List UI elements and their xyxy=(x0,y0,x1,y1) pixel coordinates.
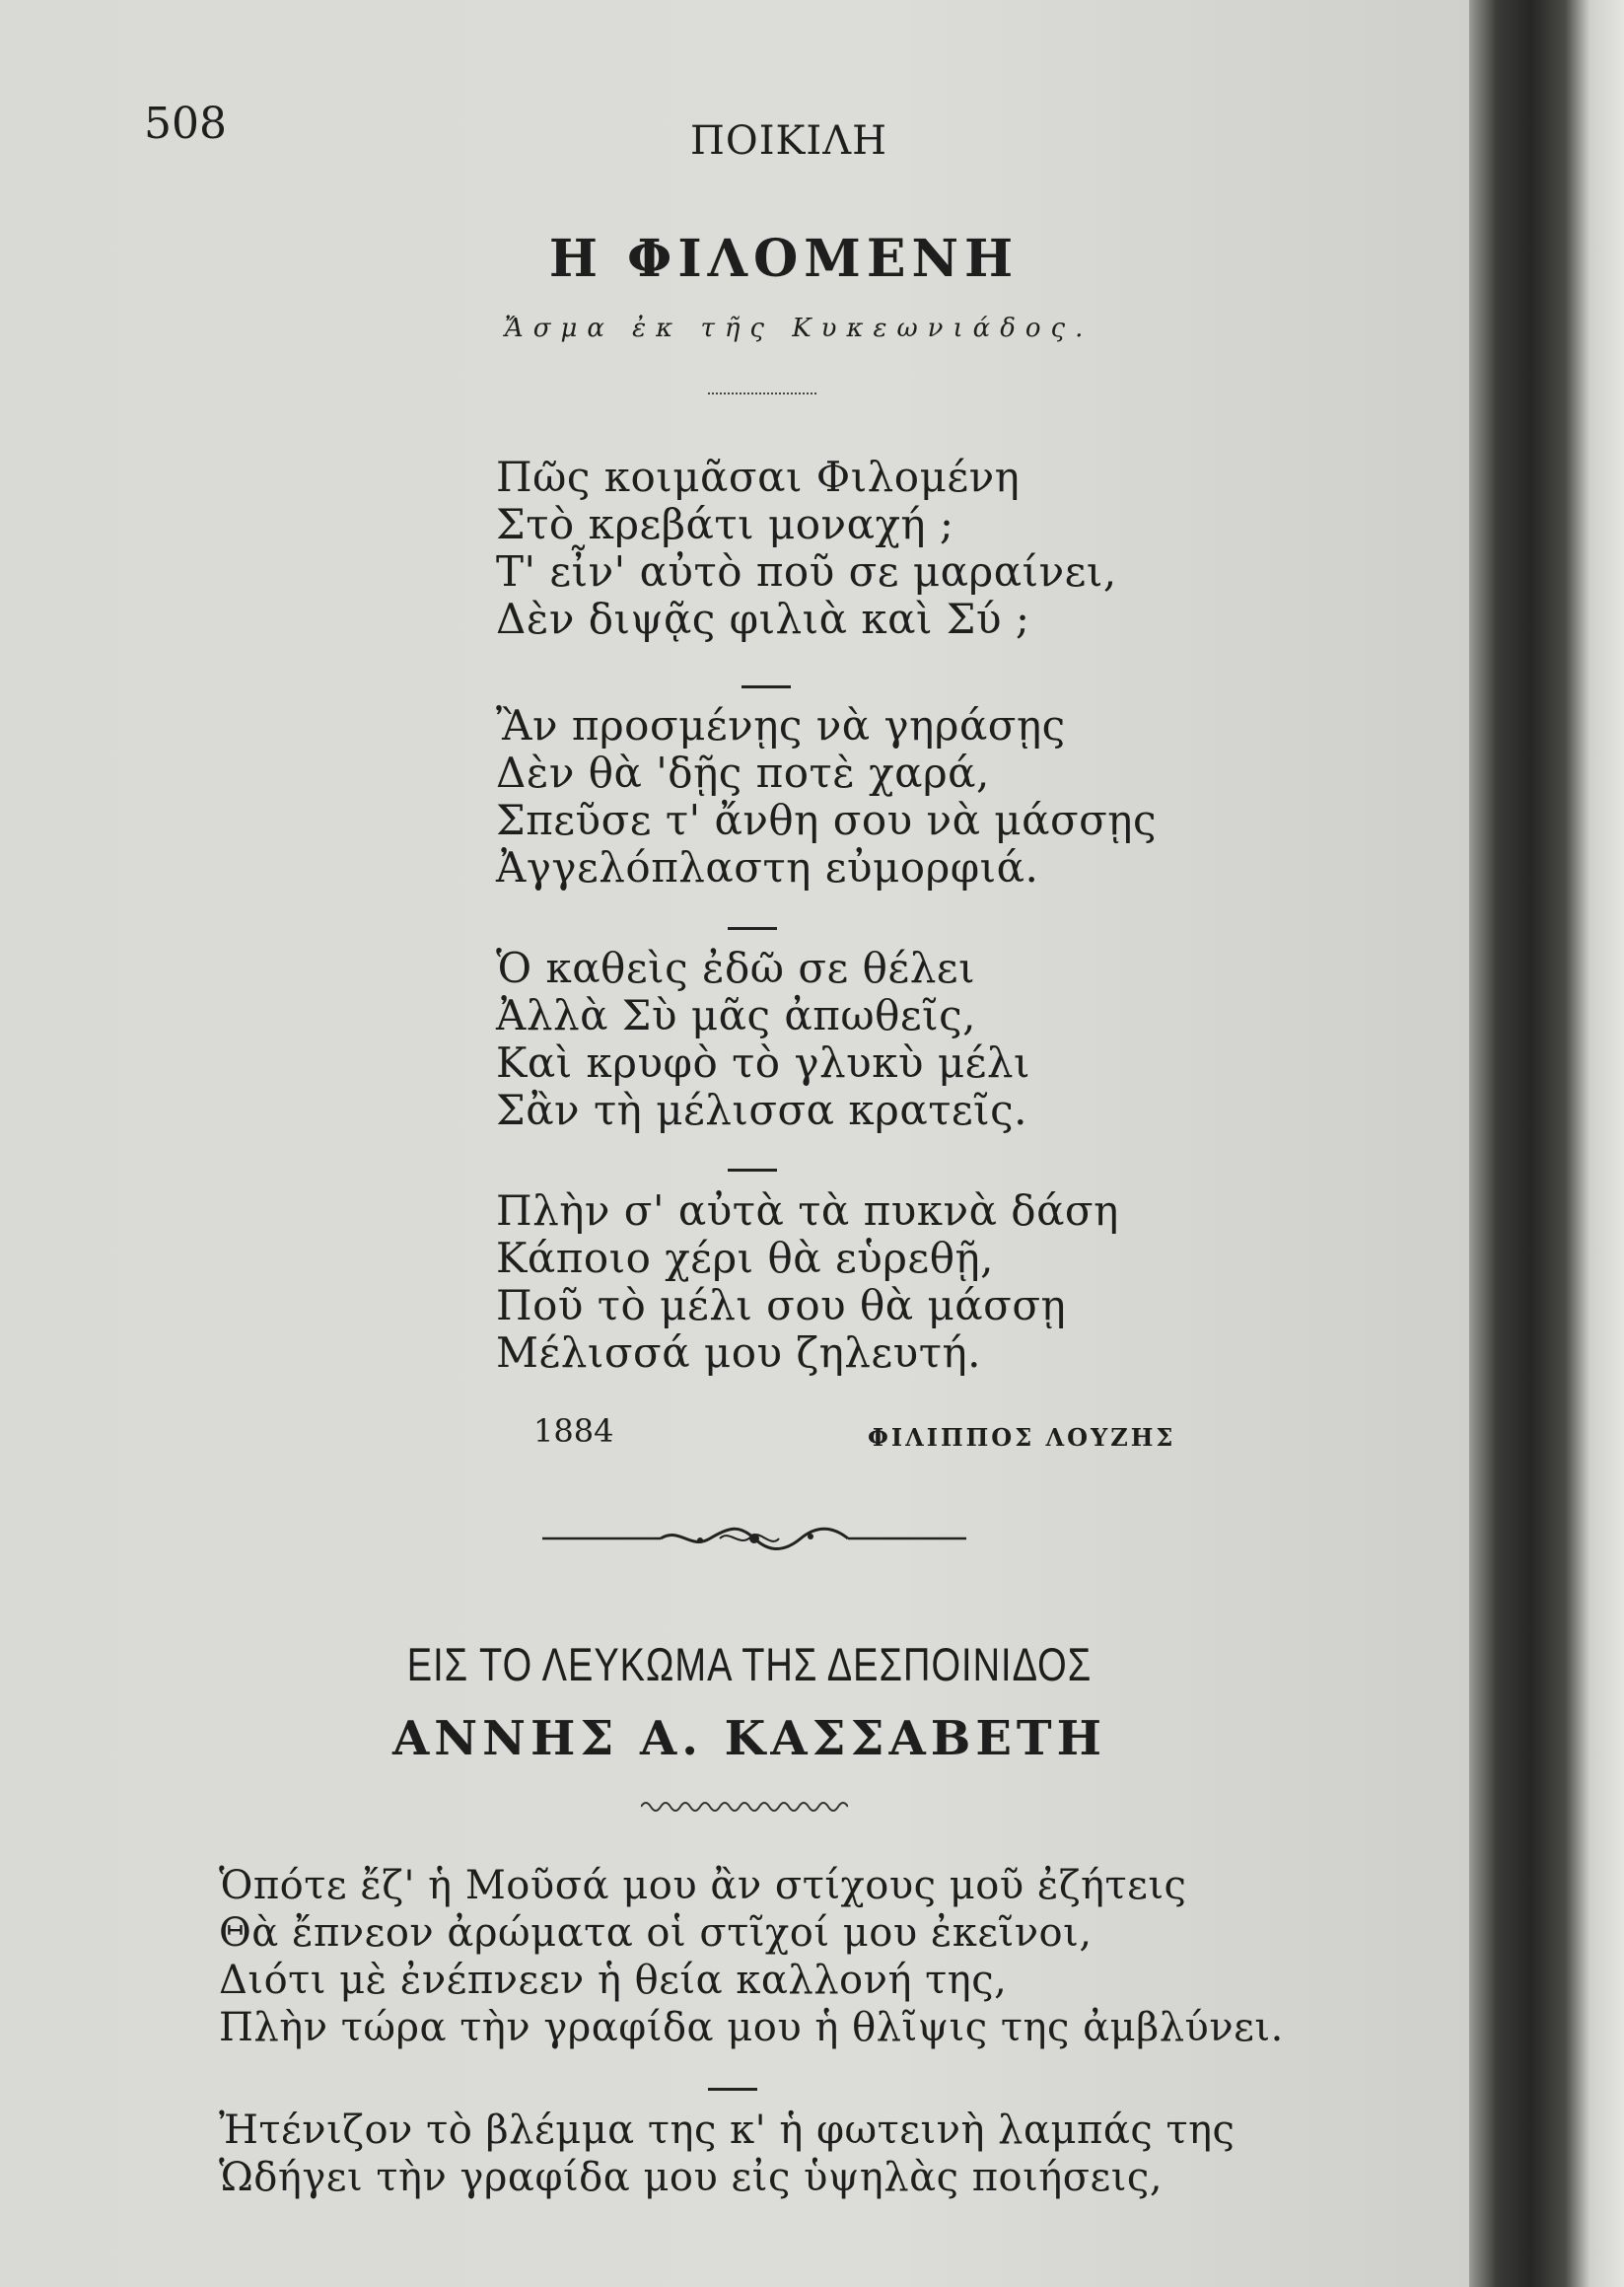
verse-line: Καὶ κρυφὸ τὸ γλυκὺ μέλι xyxy=(496,1038,1030,1087)
ornament-divider xyxy=(542,1519,966,1558)
page-number: 508 xyxy=(144,99,227,149)
stanza-divider xyxy=(741,685,791,688)
verse-line: Κάποιο χέρι θὰ εὑρεθῇ, xyxy=(496,1234,994,1282)
verse-line: Πῶς κοιμᾶσαι Φιλομένη xyxy=(496,453,1021,501)
stanza-divider xyxy=(728,927,777,930)
verse-line: Πλὴν τώρα τὴν γραφίδα μου ἡ θλῖψις της ἀμβλύνει. xyxy=(219,2005,1284,2050)
stanza-3 xyxy=(496,945,1030,1134)
dedication-line: ΕΙΣ ΤΟ ΛΕΥΚΩΜΑ ΤΗΣ ΔΕΣΠΟΙΝΙΔΟΣ xyxy=(406,1639,1093,1692)
poem-author: ΦΙΛΙΠΠΟΣ ΛΟΥΖΗΣ xyxy=(868,1423,1176,1452)
verse-line: Ὁπότε ἔζ' ἡ Μοῦσά μου ἂν στίχους μοῦ ἐζήτεις xyxy=(219,1863,1187,1908)
poem-year: 1884 xyxy=(533,1412,614,1450)
verse-line: Σπεῦσε τ' ἄνθη σου νὰ μάσσῃς xyxy=(496,796,1157,844)
dotted-rule xyxy=(708,393,816,394)
verse-line: Πλὴν σ' αὐτὰ τὰ πυκνὰ δάση xyxy=(496,1186,1119,1235)
poem-title-2: ΑΝΝΗΣ Α. ΚΑΣΣΑΒΕΤΗ xyxy=(392,1711,1106,1766)
verse-line: Ἀλλὰ Σὺ μᾶς ἀπωθεῖς, xyxy=(496,991,976,1039)
verse-line: Μέλισσά μου ζηλευτή. xyxy=(496,1328,981,1377)
stanza-4 xyxy=(496,1187,1119,1377)
stanza-divider xyxy=(708,2088,757,2091)
stanza-divider xyxy=(728,1169,777,1172)
stanza-2 xyxy=(496,702,1157,892)
verse-line: Ἀγγελόπλαστη εὐμορφιά. xyxy=(496,843,1039,892)
verse-line: Δὲν θὰ 'δῇς ποτὲ χαρά, xyxy=(496,749,990,797)
stanza-1 xyxy=(496,454,1117,643)
verse-line: Σἂν τὴ μέλισσα κρατεῖς. xyxy=(496,1086,1028,1134)
poem-subtitle: Ἄσμα ἐκ τῆς Κυκεωνιάδος. xyxy=(504,314,1094,343)
verse-line: Ὁ καθεὶς ἐδῶ σε θέλει xyxy=(496,944,976,992)
verse-line: Τ' εἶν' αὐτὸ ποῦ σε μαραίνει, xyxy=(496,547,1117,596)
verse-line: Στὸ κρεβάτι μοναχή ; xyxy=(496,500,954,548)
verse-line: Ποῦ τὸ μέλι σου θὰ μάσσῃ xyxy=(496,1281,1067,1329)
verse-line: Ὡδήγει τὴν γραφίδα μου εἰς ὑψηλὰς ποιήσεις, xyxy=(219,2155,1164,2200)
verse-line: Διότι μὲ ἐνέπνεεν ἡ θεία καλλονή της, xyxy=(219,1958,1008,2003)
verse-line: Ἠτένιζον τὸ βλέμμα της κ' ἡ φωτεινὴ λαμπάς της xyxy=(219,2108,1236,2153)
book-binding-shadow xyxy=(1469,0,1624,2287)
verse-line: Ἂν προσμένῃς νὰ γηράσῃς xyxy=(496,701,1066,750)
poem-title: Η ΦΙΛΟΜΕΝΗ xyxy=(548,229,1020,289)
stanza-2-2 xyxy=(219,2107,1235,2201)
running-title: ΠΟΙΚΙΛΗ xyxy=(690,118,887,164)
verse-line: Θὰ ἔπνεον ἀρώματα οἱ στῖχοί μου ἐκεῖνοι, xyxy=(219,1910,1093,1956)
wavy-rule xyxy=(641,1797,848,1817)
verse-line: Δὲν διψᾷς φιλιὰ καὶ Σύ ; xyxy=(496,595,1030,643)
stanza-2-1 xyxy=(219,1862,1284,2051)
